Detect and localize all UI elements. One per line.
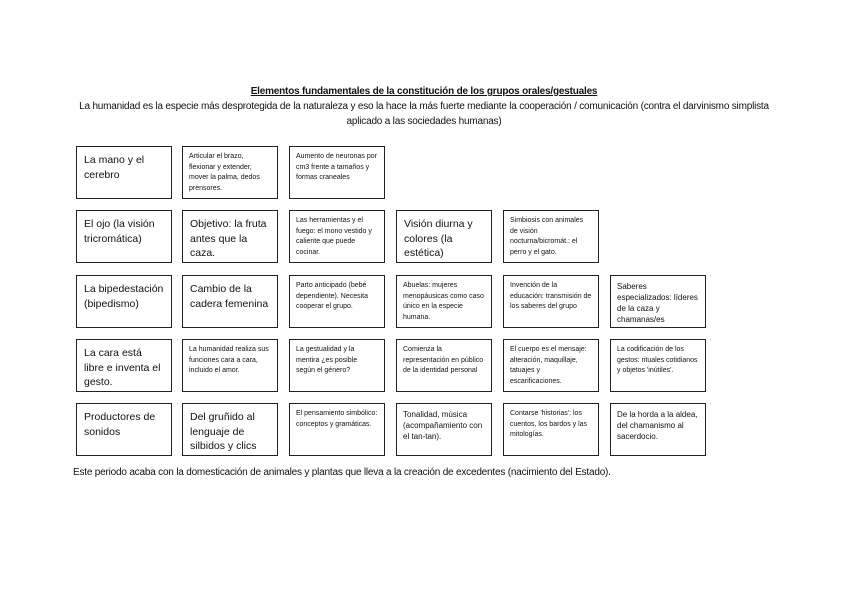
box-objetivo-fruta: Objetivo: la fruta antes que la caza.: [182, 210, 278, 263]
box-ojo-vision: El ojo (la visión tricromática): [76, 210, 172, 263]
box-horda-aldea: De la horda a la aldea, del chamanismo al sacerdocio.: [610, 403, 706, 456]
box-articular-brazo: Articular el brazo, flexionar y extender, mover la palma, dedos prensores.: [182, 146, 278, 199]
box-cara-a-cara: La humanidad realiza sus funciones cara a cara, incluido el amor.: [182, 339, 278, 392]
box-bipedestacion: La bipedestación (bipedismo): [76, 275, 172, 328]
box-representacion: Comienza la representación en público de la identidad personal: [396, 339, 492, 392]
box-herramientas-fuego: Las herramientas y el fuego: el mono vestido y caliente que puede cocinar.: [289, 210, 385, 263]
box-vision-diurna: Visión diurna y colores (la estética): [396, 210, 492, 263]
box-cuerpo-mensaje: El cuerpo es el mensaje: alteración, maquillaje, tatuajes y escarificaciones.: [503, 339, 599, 392]
document-subtitle: La humanidad es la especie más desprotegida de la naturaleza y eso la hace la más fuerte mediante la cooperación / comunicación (contra el darvinismo simplista aplicado a las sociedades humanas): [79, 101, 769, 127]
footer-note: Este periodo acaba con la domesticación de animales y plantas que lleva a la creación de excedentes (nacimiento del Estado).: [73, 467, 611, 478]
box-simbiosis: Simbiosis con animales de visión nocturna/bicromát.: el perro y el gato.: [503, 210, 599, 263]
box-historias: Contarse 'historias': los cuentos, los bardos y las mitologías.: [503, 403, 599, 456]
box-cara-gesto: La cara está libre e inventa el gesto.: [76, 339, 172, 392]
box-cadera-femenina: Cambio de la cadera femenina: [182, 275, 278, 328]
document-title: Elementos fundamentales de la constitución de los grupos orales/gestuales: [250, 86, 598, 97]
box-grunido-lenguaje: Del gruñido al lenguaje de silbidos y clics: [182, 403, 278, 456]
box-tonalidad-musica: Tonalidad, música (acompañamiento con el tan-tan).: [396, 403, 492, 456]
box-abuelas: Abuelas: mujeres menopáusicas como caso único en la especie humana.: [396, 275, 492, 328]
box-productores-sonidos: Productores de sonidos: [76, 403, 172, 456]
box-codificacion-gestos: La codificación de los gestos: rituales cotidianos y objetos 'inútiles'.: [610, 339, 706, 392]
box-mano-cerebro: La mano y el cerebro: [76, 146, 172, 199]
box-gestualidad-mentira: La gestualidad y la mentira ¿es posible según el género?: [289, 339, 385, 392]
box-parto-anticipado: Parto anticipado (bebé dependiente). Necesita cooperar el grupo.: [289, 275, 385, 328]
box-neuronas: Aumento de neuronas por cm3 frente a tamaños y formas craneales: [289, 146, 385, 199]
box-educacion: Invención de la educación: transmisión de los saberes del grupo: [503, 275, 599, 328]
box-saberes-especializados: Saberes especializados: líderes de la caza y chamanas/es: [610, 275, 706, 328]
box-pensamiento-simbolico: El pensamiento simbólico: conceptos y gramáticas.: [289, 403, 385, 456]
